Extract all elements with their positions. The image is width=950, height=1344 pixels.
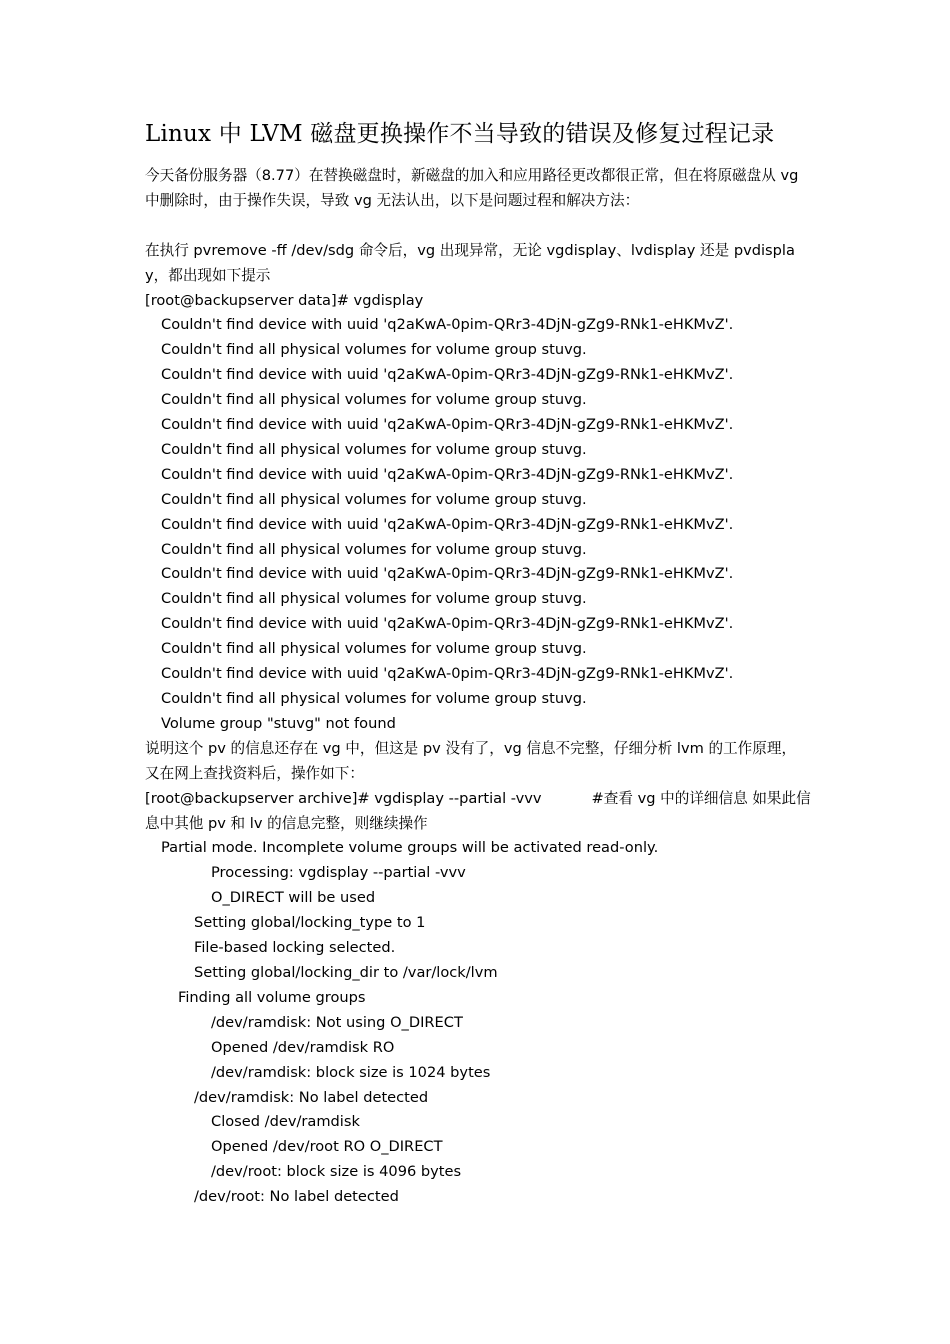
command-comment: #查看 vg 中的详细信息 如果此信 [591, 789, 811, 807]
output-line: Opened /dev/ramdisk RO [211, 1038, 395, 1056]
command-line-partial [145, 787, 810, 812]
analysis-paragraph: 说明这个 pv 的信息还存在 vg 中，但这是 pv 没有了，vg 信息不完整，仔细分析 lvm 的工作原理，又在网上查找资料后，操作如下： [145, 739, 797, 782]
command-text: [root@backupserver archive]# vgdisplay --partial -vvv [145, 789, 542, 807]
output-line: Partial mode. Incomplete volume groups will be activated read-only. [161, 839, 659, 857]
blank-line [145, 214, 810, 239]
partial-output [145, 836, 810, 1210]
error-uuid-line: Couldn't find device with uuid 'q2aKwA-0pim-QRr3-4DjN-gZg9-RNk1-eHKMvZ'. [161, 515, 734, 533]
error-pv-line: Couldn't find all physical volumes for volume group stuvg. [161, 341, 587, 359]
problem-paragraph: 在执行 pvremove -ff /dev/sdg 命令后，vg 出现异常，无论 vgdisplay、lvdisplay 还是 pvdisplay，都出现如下提示 [145, 241, 795, 284]
error-uuid-line: Couldn't find device with uuid 'q2aKwA-0pim-QRr3-4DjN-gZg9-RNk1-eHKMvZ'. [161, 416, 734, 434]
output-line: Closed /dev/ramdisk [211, 1113, 360, 1131]
error-pv-line: Couldn't find all physical volumes for volume group stuvg. [161, 440, 587, 458]
command-comment-continued: 息中其他 pv 和 lv 的信息完整，则继续操作 [145, 814, 428, 832]
error-uuid-line: Couldn't find device with uuid 'q2aKwA-0pim-QRr3-4DjN-gZg9-RNk1-eHKMvZ'. [161, 665, 734, 683]
output-line: Setting global/locking_dir to /var/lock/lvm [194, 963, 498, 981]
error-output [145, 313, 810, 736]
output-line: File-based locking selected. [194, 939, 396, 957]
output-line: /dev/root: No label detected [194, 1188, 399, 1206]
error-pv-line: Couldn't find all physical volumes for volume group stuvg. [161, 540, 587, 558]
error-uuid-line: Couldn't find device with uuid 'q2aKwA-0pim-QRr3-4DjN-gZg9-RNk1-eHKMvZ'. [161, 565, 734, 583]
output-line: /dev/root: block size is 4096 bytes [211, 1163, 462, 1181]
output-line: /dev/ramdisk: No label detected [194, 1088, 429, 1106]
command-line-vgdisplay: [root@backupserver data]# vgdisplay [145, 291, 424, 309]
not-found-line: Volume group "stuvg" not found [161, 714, 396, 732]
error-uuid-line: Couldn't find device with uuid 'q2aKwA-0pim-QRr3-4DjN-gZg9-RNk1-eHKMvZ'. [161, 316, 734, 334]
output-line: Setting global/locking_type to 1 [194, 914, 426, 932]
error-uuid-line: Couldn't find device with uuid 'q2aKwA-0pim-QRr3-4DjN-gZg9-RNk1-eHKMvZ'. [161, 366, 734, 384]
error-pv-line: Couldn't find all physical volumes for volume group stuvg. [161, 391, 587, 409]
document-title: Linux 中 LVM 磁盘更换操作不当导致的错误及修复过程记录 [145, 121, 775, 147]
error-uuid-line: Couldn't find device with uuid 'q2aKwA-0pim-QRr3-4DjN-gZg9-RNk1-eHKMvZ'. [161, 465, 734, 483]
error-pv-line: Couldn't find all physical volumes for volume group stuvg. [161, 690, 587, 708]
output-line: /dev/ramdisk: Not using O_DIRECT [211, 1013, 463, 1031]
output-line: O_DIRECT will be used [211, 889, 376, 907]
error-uuid-line: Couldn't find device with uuid 'q2aKwA-0pim-QRr3-4DjN-gZg9-RNk1-eHKMvZ'. [161, 615, 734, 633]
error-pv-line: Couldn't find all physical volumes for volume group stuvg. [161, 640, 587, 658]
output-line: Opened /dev/root RO O_DIRECT [211, 1138, 443, 1156]
output-line: Processing: vgdisplay --partial -vvv [211, 864, 466, 882]
intro-paragraph: 今天备份服务器（8.77）在替换磁盘时，新磁盘的加入和应用路径更改都很正常，但在将原磁盘从 vg 中删除时，由于操作失误，导致 vg 无法认出，以下是问题过程和解决方法： [145, 167, 799, 209]
output-line: Finding all volume groups [178, 988, 366, 1006]
error-pv-line: Couldn't find all physical volumes for volume group stuvg. [161, 590, 587, 608]
document-body [145, 164, 810, 1210]
output-line: /dev/ramdisk: block size is 1024 bytes [211, 1063, 491, 1081]
error-pv-line: Couldn't find all physical volumes for volume group stuvg. [161, 490, 587, 508]
